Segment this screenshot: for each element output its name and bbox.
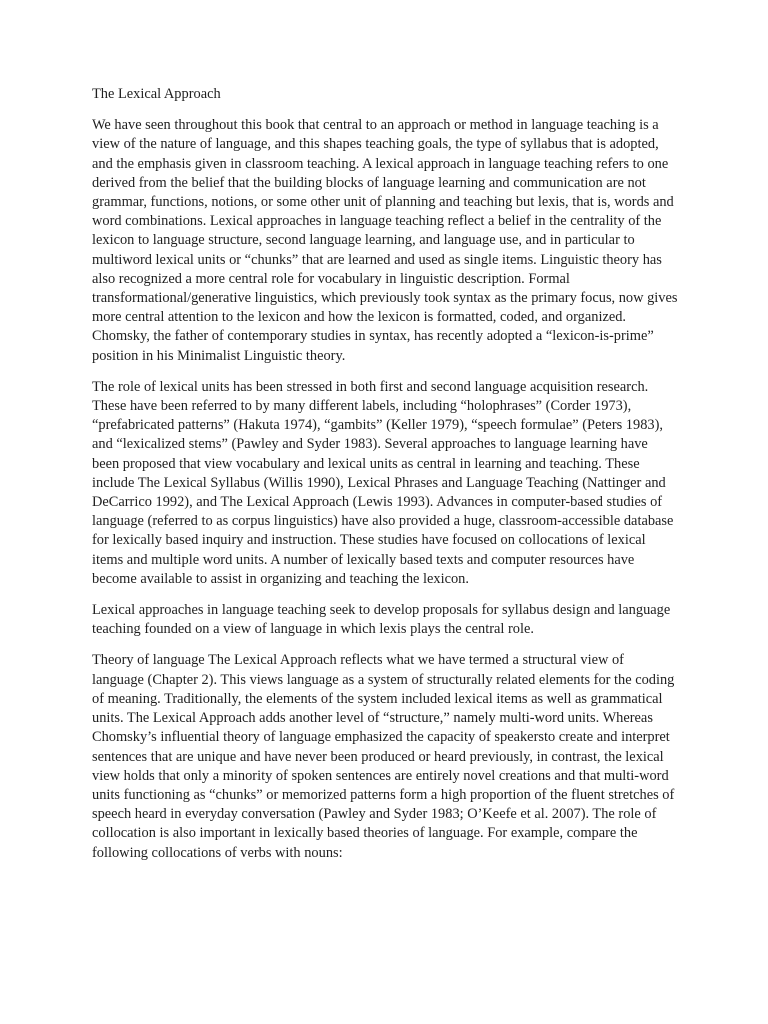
paragraph-2: The role of lexical units has been stressed in both first and second language acquisition research. These have been referred to by many different labels, including “holophrases” (Corder 1973), “prefabricated patterns” (Hakuta 1974), “gambits” (Keller 1979), “speech formulae” (Peters 1983), and “lexicalized stems” (Pawley and Syder 1983). Several approaches to language learning have been proposed that view vocabulary and lexical units as central in learning and teaching. These include The Lexical Syllabus (Willis 1990), Lexical Phrases and Language Teaching (Nattinger and DeCarrico 1992), and The Lexical Approach (Lewis 1993). Advances in computer-based studies of language (referred to as corpus linguistics) have also provided a huge, classroom-accessible database for lexically based inquiry and instruction. These studies have focused on collocations of lexical items and multiple word units. A number of lexically based texts and computer resources have become available to assist in organizing and teaching the lexicon. [92,378,674,587]
paragraph-4: Theory of language The Lexical Approach reflects what we have termed a structural view of language (Chapter 2). This views language as a system of structurally related elements for the coding of meaning. Traditionally, the elements of the system included lexical items as well as grammatical units. The Lexical Approach adds another level of “structure,” namely multi-word units. Whereas Chomsky’s influential theory of language emphasized the capacity of speakersto create and interpret sentences that are unique and have never been produced or heard previously, in contrast, the lexical view holds that only a minority of spoken sentences are entirely novel creations and that multi-word units functioning as “chunks” or memorized patterns form a high proportion of the fluent stretches of speech heard in everyday conversation (Pawley and Syder 1983; O’Keefe et al. 2007). The role of collocation is also important in lexically based theories of language. For example, compare the following collocations of verbs with nouns: [92,652,675,861]
document-body [92,85,678,875]
document-title: The Lexical Approach [92,86,221,102]
paragraph-3: Lexical approaches in language teaching seek to develop proposals for syllabus design and language teaching founded on a view of language in which lexis plays the central role. [92,602,671,638]
paragraph-1: We have seen throughout this book that central to an approach or method in language teaching is a view of the nature of language, and this shapes teaching goals, the type of syllabus that is adopted, and the emphasis given in classroom teaching. A lexical approach in language teaching refers to one derived from the belief that the building blocks of language learning and communication are not grammar, functions, notions, or some other unit of planning and teaching but lexis, that is, words and word combinations. Lexical approaches in language teaching reflect a belief in the centrality of the lexicon to language structure, second language learning, and language use, and in particular to multiword lexical units or “chunks” that are learned and used as single items. Linguistic theory has also recognized a more central role for vocabulary in linguistic description. Formal transformational/generative linguistics, which previously took syntax as the primary focus, now gives more central attention to the lexicon and how the lexicon is formatted, coded, and organized. Chomsky, the father of contemporary studies in syntax, has recently adopted a “lexicon-is-prime” position in his Minimalist Linguistic theory. [92,117,678,364]
